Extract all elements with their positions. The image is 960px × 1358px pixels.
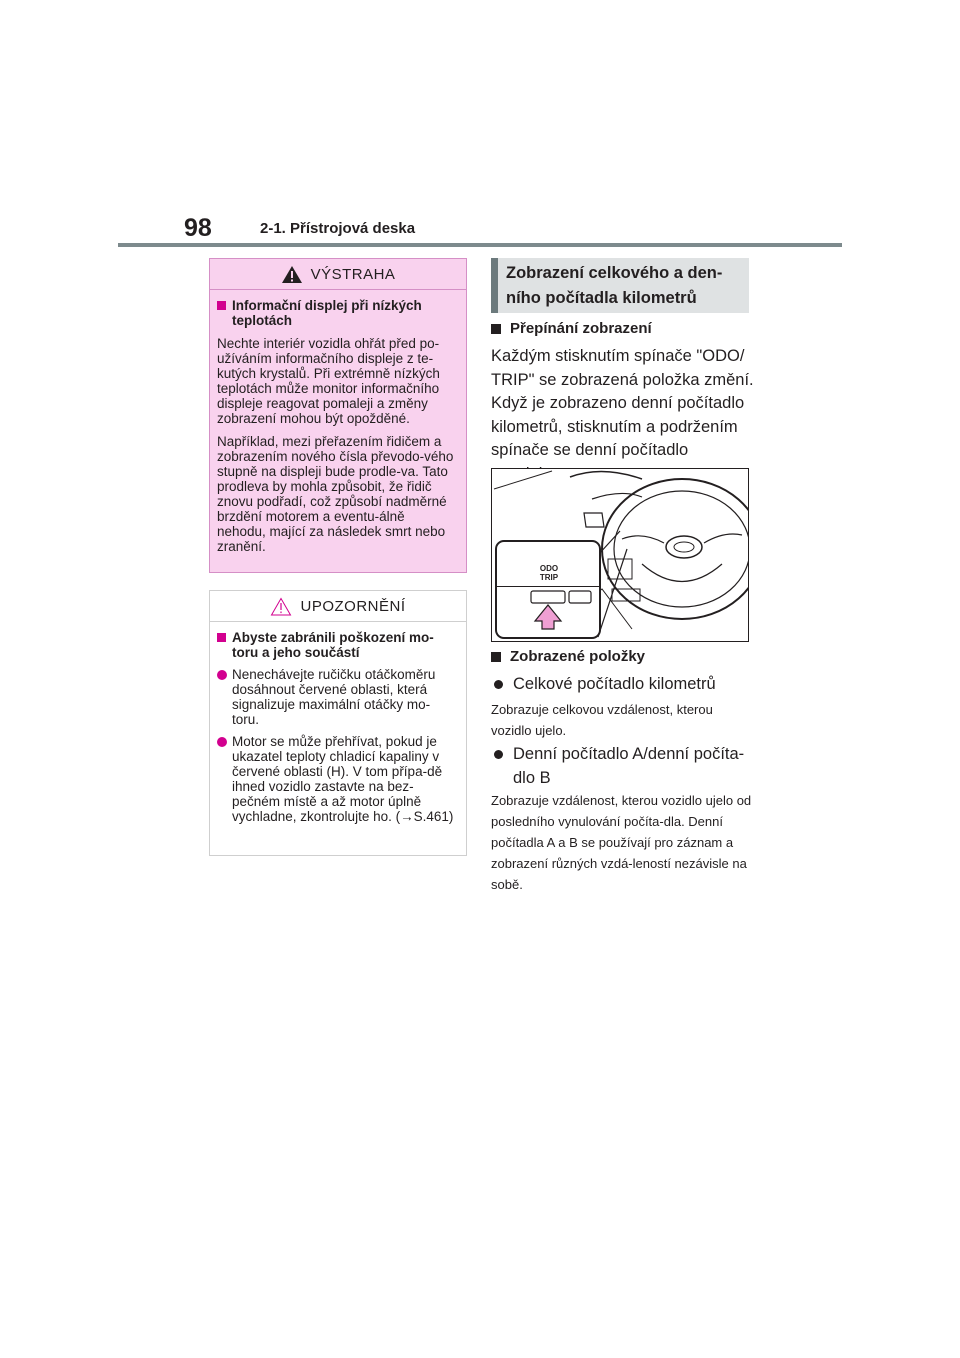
- warning-triangle-icon: [281, 265, 303, 284]
- switching-text: Každým stisknutím spínače "ODO/ TRIP" se zobrazená položka změní. Když je zobrazeno denní počítadlo kilometrů, stisknutím a podržením spínače se denní počítadlo: [491, 347, 754, 459]
- displayed-items-heading: [491, 648, 645, 665]
- square-bullet-icon: [491, 324, 501, 334]
- warning-box: [209, 258, 467, 573]
- running-head: 2-1. Přístrojová deska: [260, 220, 416, 237]
- switching-heading: [491, 320, 652, 337]
- warning-title: VÝSTRAHA: [310, 265, 396, 283]
- caution-bullet-text: Nenechávejte ručičku otáčkoměru dosáhnout červené oblasti, která signalizuje maximální otáčky mo-toru.: [232, 667, 436, 727]
- square-bullet-icon: [217, 633, 226, 642]
- item-1-text: Zobrazuje celkovou vzdálenost, kterou vozidlo ujelo.: [491, 702, 713, 738]
- round-bullet-icon: [494, 750, 503, 759]
- round-bullet-icon: [217, 670, 227, 680]
- trip-label: TRIP: [539, 573, 559, 582]
- odo-trip-switch-illustration: [491, 468, 749, 642]
- caution-triangle-icon: [270, 597, 292, 616]
- switching-heading-text: Přepínání zobrazení: [510, 320, 652, 337]
- odo-label: ODO: [539, 564, 559, 573]
- item-1: [491, 672, 756, 696]
- warning-subheading-text: Informační displej při nízkých teplotách: [232, 298, 422, 328]
- square-bullet-icon: [491, 652, 501, 662]
- warning-paragraph-2: Například, mezi přeřazením řidičem a zobrazením nového čísla převodo-vého stupně na displeji bude prodle-va. Tato prodleva by mohla způsobit, že řidič znovu podřadí, což způsobí nadměrné brzdění motorem a eventu-álně nehodu, mající za následek smrt nebo zranění.: [217, 434, 454, 554]
- caution-title: UPOZORNĚNÍ: [300, 597, 406, 615]
- warning-paragraph-1: Nechte interiér vozidla ohřát před po-užíváním informačního displeje z te-kutých krystalů. Při extrémně nízkých teplotách může monitor informačního displeje reagovat pomaleji a změny zobrazení mohou být opožděné.: [217, 336, 440, 426]
- item-2-title: Denní počítadlo A/denní počíta-dlo B: [513, 745, 745, 787]
- caution-box: [209, 590, 467, 856]
- round-bullet-icon: [494, 680, 503, 689]
- caution-bullet: [217, 734, 456, 824]
- page-number: 98: [184, 214, 212, 242]
- caution-subheading-text: Abyste zabránili poškození mo-toru a jeho součástí: [232, 630, 434, 660]
- caution-box-header: [210, 591, 466, 622]
- square-bullet-icon: [217, 301, 226, 310]
- warning-box-header: [210, 259, 466, 290]
- item-1-title: Celkové počítadlo kilometrů: [513, 675, 716, 693]
- caution-subheading: [217, 630, 456, 660]
- warning-subheading: [217, 298, 456, 328]
- item-2-text: Zobrazuje vzdálenost, kterou vozidlo ujelo od posledního vynulování počíta-dla. Denní počítadla A a B se používají pro záznam a zobrazení různých vzdá-leností nezávisle na sobě.: [491, 793, 752, 892]
- displayed-items-heading-text: Zobrazené položky: [510, 648, 646, 665]
- caution-bullet-text: Motor se může přehřívat, pokud je ukazatel teploty chladicí kapaliny v červené oblasti (H). V tom přípa-dě ihned vozidlo zastavte na bez-pečném místě a až motor úplně vychladne, zkontrolujte ho. (→S.461): [232, 734, 454, 824]
- header-rule: [118, 243, 842, 247]
- item-2: [491, 742, 753, 790]
- round-bullet-icon: [217, 737, 227, 747]
- steering-wheel-figure: [492, 469, 748, 641]
- section-title: Zobrazení celkového a den-ního počítadla kilometrů: [491, 258, 749, 313]
- caution-bullet: [217, 667, 456, 727]
